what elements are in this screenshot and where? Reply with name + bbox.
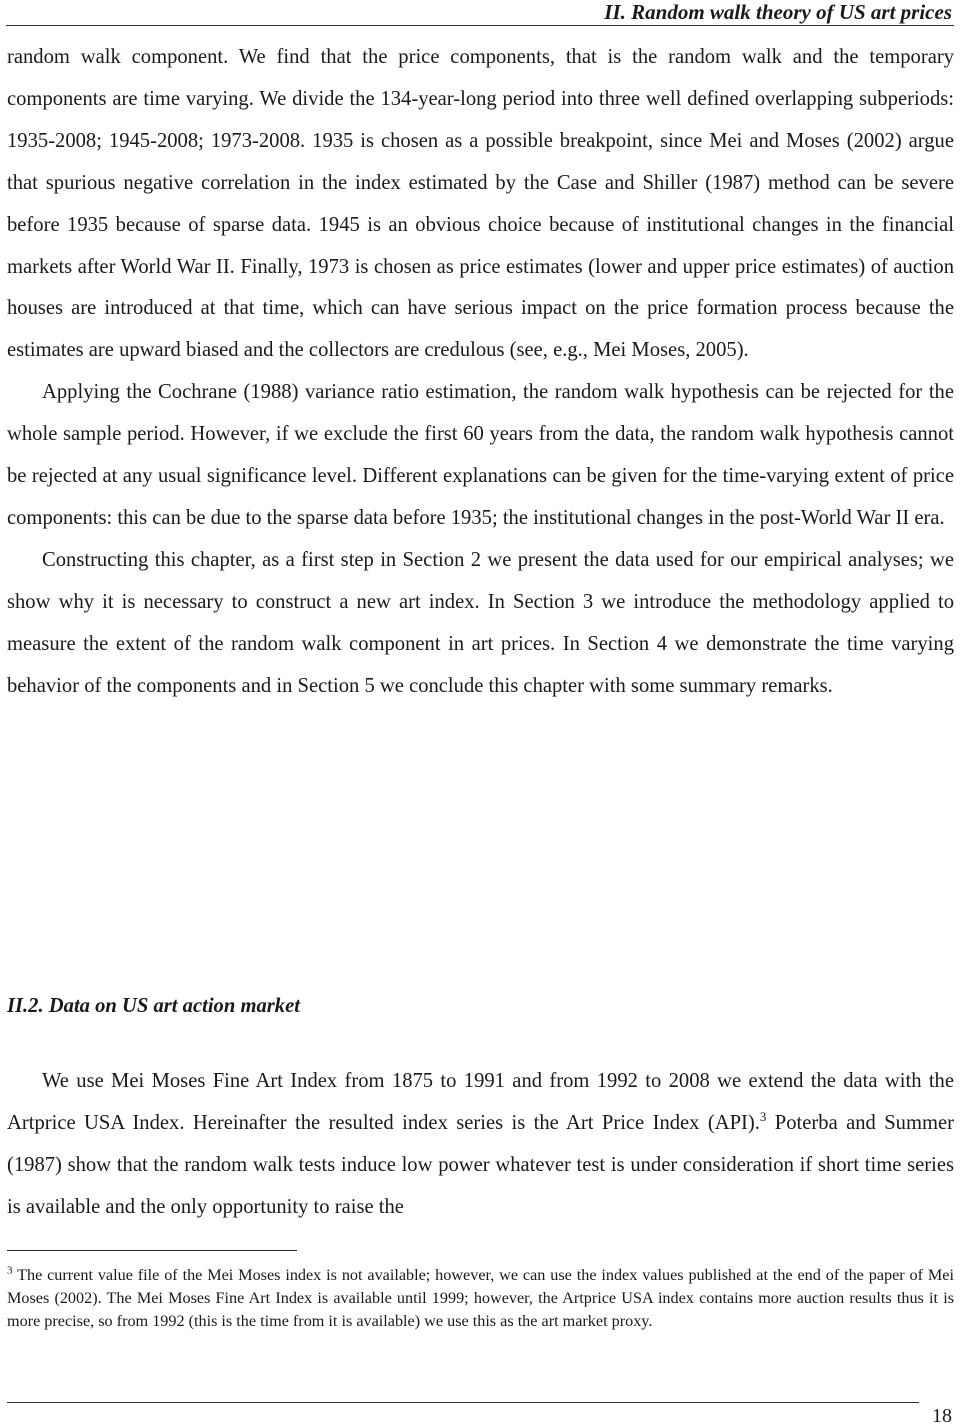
section-body-block: [7, 1061, 954, 1229]
paragraph-text: We use Mei Moses Fine Art Index from 1875 to 1991 and from 1992 to 2008 we extend the data with the Artprice USA Index. Hereinafter the resulted index series is the Art Price Index (API).: [7, 1070, 954, 1134]
footnote: [7, 1264, 954, 1333]
body-text-block: [7, 37, 954, 708]
footnote-marker: 3: [7, 1264, 13, 1277]
header-rule: [6, 25, 954, 26]
footer-rule: [7, 1402, 919, 1403]
paragraph: [7, 1061, 954, 1229]
paragraph-text: Poterba and Summer (1987) show that the random walk tests induce low power whatever test is under consideration if short time series is available and the only opportunity to raise the: [7, 1111, 955, 1218]
running-header: II. Random walk theory of US art prices: [604, 0, 952, 24]
paragraph: random walk component. We find that the price components, that is the random walk and the temporary components are time varying. We divide the 134-year-long period into three well defined overlapping subperiods: 1935-2008; 1945-2008; 1973-2008. 1935 is chosen as a possible breakpoint, since Mei and Moses (2002) argue that spurious negative correlation in the index estimated by the Case and Shiller (1987) method can be severe before 1935 because of sparse data. 1945 is an obvious choice because of institutional changes in the financial markets after World War II. Finally, 1973 is chosen as price estimates (lower and upper price estimates) of auction houses are introduced at that time, which can have serious impact on the price formation process because the estimates are upward biased and the collectors are credulous (see, e.g., Mei Moses, 2005).: [7, 46, 954, 362]
paragraph: Applying the Cochrane (1988) variance ratio estimation, the random walk hypothesis can be rejected for the whole sample period. However, if we exclude the first 60 years from the data, the random walk hypothesis cannot be rejected at any usual significance level. Different explanations can be given for the time-varying extent of price components: this can be due to the sparse data before 1935; the institutional changes in the post-World War II era.: [7, 381, 954, 529]
footnote-reference[interactable]: 3: [759, 1109, 767, 1125]
footnote-text: The current value file of the Mei Moses index is not available; however, we can use the index values published at the end of the paper of Mei Moses (2002). The Mei Moses Fine Art Index is available until 1999; however, the Artprice USA index contains more auction results thus it is more precise, so from 1992 (this is the time from it is available) we use this as the art market proxy.: [7, 1266, 954, 1330]
section-heading: II.2. Data on US art action market: [7, 995, 300, 1017]
page-number: 18: [932, 1405, 952, 1427]
paragraph: Constructing this chapter, as a first step in Section 2 we present the data used for our empirical analyses; we show why it is necessary to construct a new art index. In Section 3 we introduce the methodology applied to measure the extent of the random walk component in art prices. In Section 4 we demonstrate the time varying behavior of the components and in Section 5 we conclude this chapter with some summary remarks.: [7, 548, 954, 697]
footnote-rule: [7, 1250, 297, 1251]
